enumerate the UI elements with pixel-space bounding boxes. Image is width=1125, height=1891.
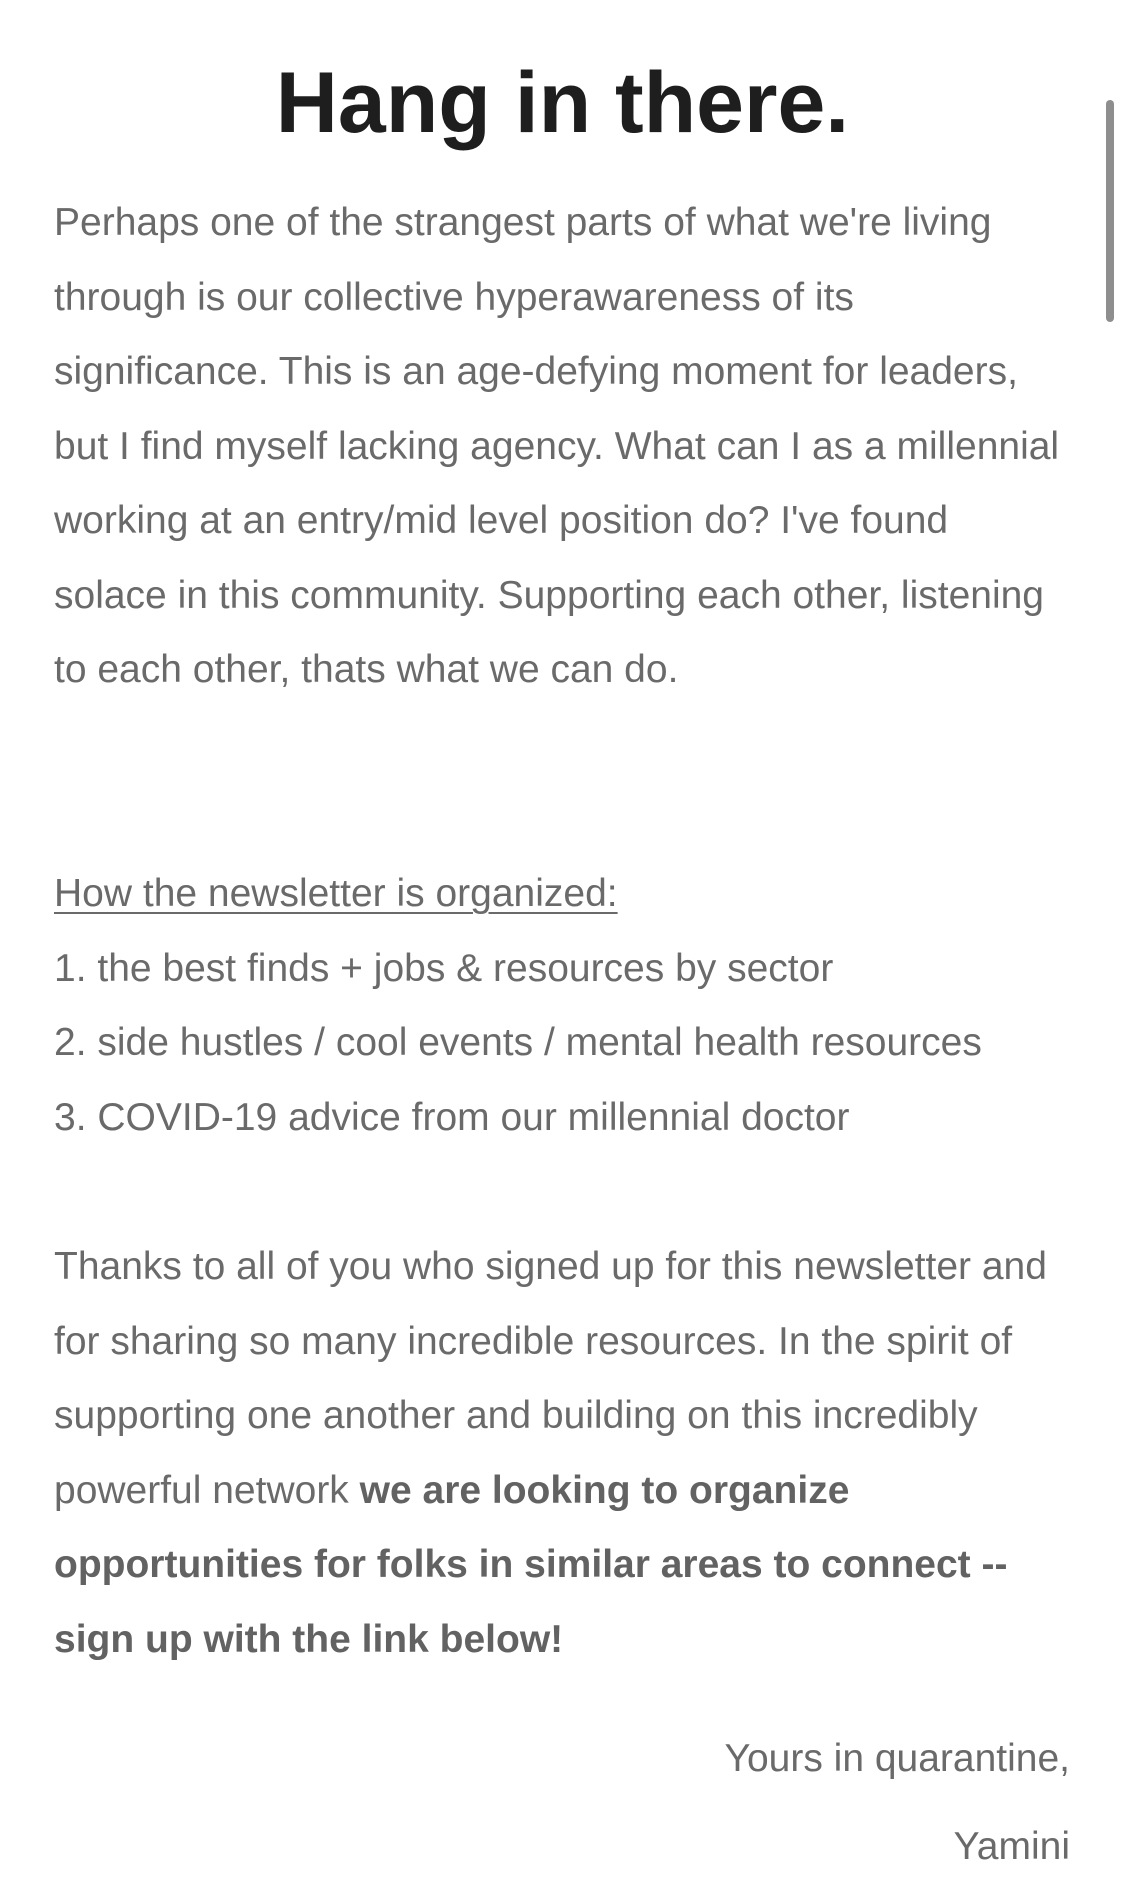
intro-section (54, 186, 1064, 708)
organization-list-item: 2. side hustles / cool events / mental health resources (54, 1021, 982, 1064)
thanks-paragraph (54, 1230, 1064, 1677)
organization-heading: How the newsletter is organized: (54, 872, 618, 915)
thanks-section (54, 1230, 1064, 1677)
organization-section (54, 857, 1064, 1155)
call-to-action-text: we are looking to organize opportunities for folks in similar areas to connect -- sign up with the link below! (54, 1468, 1008, 1661)
page-title: Hang in there. (275, 55, 850, 151)
signoff (725, 1715, 1070, 1891)
thanks-text: Thanks to all of you who signed up for this newsletter and for sharing so many incredible resources. In the spirit of supporting one another and building on this incredibly powerful network (54, 1245, 1047, 1512)
signoff-closing: Yours in quarantine, (724, 1737, 1070, 1780)
organization-list-item: 1. the best finds + jobs & resources by sector (54, 946, 834, 990)
organization-list-item: 3. COVID-19 advice from our millennial doctor (54, 1095, 850, 1139)
intro-paragraph: Perhaps one of the strangest parts of what we're living through is our collective hyperawareness of its significance. This is an age-defying moment for leaders, but I find myself lacking agency. What can I as a millennial working at an entry/mid level position do? I've found solace in this community. Supporting each other, listening to each other, thats what we can do. (54, 201, 1060, 691)
signoff-name: Yamini (953, 1825, 1070, 1868)
vertical-scrollbar[interactable] (1106, 100, 1114, 322)
